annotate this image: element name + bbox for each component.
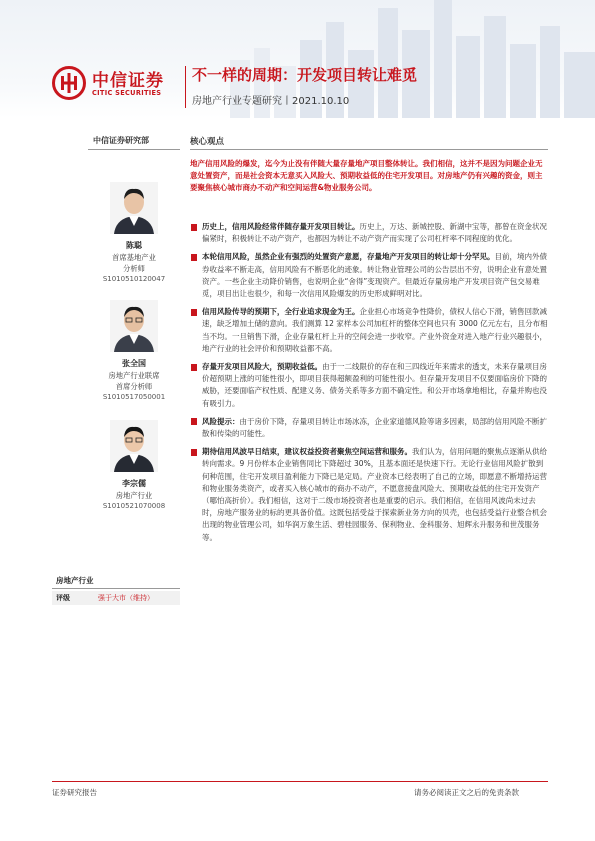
bullet-marker-icon	[191, 418, 197, 425]
bullet-heading: 存量开发项目风险大，预期收益低。	[202, 362, 322, 372]
bullet-marker-icon	[191, 254, 197, 261]
brand-name-cn: 中信证券	[92, 71, 164, 91]
footer-report-type: 证券研究报告	[52, 788, 97, 797]
bullet-body: 由于房价下降，存量项目转让市场冰冻，企业家道德风险等诸多因素，局部的信用风险不断扩散和传染的可能性。	[202, 416, 547, 439]
bullet-list	[190, 221, 548, 550]
header-banner	[0, 0, 595, 118]
report-subtitle: 房地产行业专题研究丨2021.10.10	[192, 96, 350, 107]
analyst-card	[88, 300, 180, 403]
rating-key: 评级	[56, 594, 70, 602]
bullet-heading: 风险提示：	[202, 416, 240, 426]
core-divider	[190, 149, 548, 150]
report-title: 不一样的周期：开发项目转让难觅	[192, 66, 418, 84]
citic-logo-icon	[52, 66, 86, 100]
brand-name-en: CITIC SECURITIES	[92, 89, 162, 97]
bullet-body: 我们认为，信用问题的聚焦点逐渐从供给转向需求。9 月份样本企业销售同比下降超过 30%，且基本面还是快速下行。无论行业信用风险扩散到何种范围，住宅开发项目盈利能力下降已是定局。产业资本已经表明了自己的立场，即愿意不断增持运营和物业服务类资产，或者买入核心城市的商办不动产，不愿意接盘风险大、预期收益低的住宅开发资产（哪怕高折价）。我们相信，这对于二级市场投资者也是重要的启示。我们相信，在信用风波尚未过去时，房地产服务业的标的更具备价值。这既包括受益于探索新业务方向的贝壳，也包括受益行业整合机会出现的物业管理公司，如华润万象生活、碧桂园服务、保利物业、金科服务、旭辉永升服务和世茂服务等。	[202, 447, 547, 542]
analyst-license-id: S1010521070008	[102, 502, 166, 510]
bullet-item	[190, 416, 548, 440]
left-divider	[88, 149, 180, 150]
bullet-item	[190, 306, 548, 355]
bullet-heading: 本轮信用风险，虽然企业有强烈的处置资产意愿，存量地产开发项目的转让却十分罕见。	[202, 252, 495, 262]
analyst-photo	[110, 420, 158, 472]
analyst-title: 首席基地产业	[112, 253, 156, 262]
header-divider	[185, 66, 186, 108]
analyst-name: 李宗儒	[122, 479, 146, 488]
bullet-item	[190, 446, 548, 544]
research-team-heading: 中信证券研究部	[93, 136, 149, 145]
rating-divider	[52, 588, 180, 589]
bullet-body: 企业担心市场竞争性降价，债权人信心下滑，销售回款减速，缺乏增加土储的意向。我们测算 12 家样本公司加杠杆的整体空间也只有 3000 亿元左右，且分布相当不均。一旦销售下滑，企业存量杠杆上升的空间会进一步收窄。产业外资金对进入地产行业兴趣很小，地产行业的社会评价和预期收益都不高。	[202, 307, 548, 353]
citic-securities-logo	[52, 64, 182, 104]
bullet-body: 历史上，万达、新城控股、新湖中宝等，都曾在资金状况偏紧时，积极转让不动产资产，也都因为转让不动产资产而实现了公司杠杆率不同程度的优化。	[202, 222, 547, 244]
core-views-heading: 核心观点	[190, 137, 225, 147]
analyst-title: 房地产行业联席	[108, 371, 160, 380]
analyst-name: 陈聪	[126, 241, 142, 250]
analyst-name: 张全国	[122, 359, 146, 368]
analyst-photo	[110, 182, 158, 234]
footer-disclaimer-note: 请务必阅读正文之后的免责条款	[414, 788, 519, 797]
bullet-marker-icon	[191, 309, 197, 316]
bullet-marker-icon	[191, 364, 197, 371]
rating-value: 强于大市（维持）	[98, 594, 154, 602]
bullet-item	[190, 361, 548, 410]
analyst-position: 首席分析师	[115, 382, 153, 391]
intro-paragraph: 地产信用风险的爆发，迄今为止没有伴随大量存量地产项目整体转让。我们相信，这并不是因为问题企业无意处置资产，而是社会资本无意买入风险大、预期收益低的住宅开发项目。对房地产仍有兴趣的资金，则主要聚焦核心城市商办不动产和空间运营&物业服务公司。	[190, 159, 543, 193]
analyst-position: 分析师	[123, 264, 145, 273]
bullet-item	[190, 251, 548, 300]
analyst-license-id: S1010517050001	[102, 393, 166, 401]
rating-sector-label: 房地产行业	[56, 576, 94, 585]
analyst-card	[88, 182, 180, 285]
bullet-heading: 信用风险传导的预期下，全行业追求现金为王。	[202, 307, 360, 317]
analyst-photo	[110, 300, 158, 352]
bullet-body: 由于一二线限价的存在和三四线近年来需求的透支，未来存量项目房价超预期上涨的可能性很小，即项目获得超额盈利的可能性很小。但存量开发项目不仅要面临房价下降的威胁，还要面临产权性质、配建义务、债务关系等多方面不确定性。和公开市场拿地相比，存量并购也没有吸引力。	[202, 362, 547, 408]
rating-box	[52, 575, 180, 605]
bullet-marker-icon	[191, 224, 197, 231]
analyst-card	[88, 420, 180, 512]
analyst-license-id: S1010510120047	[102, 275, 166, 283]
analyst-title: 房地产行业	[115, 491, 153, 500]
rating-row	[52, 591, 180, 605]
bullet-marker-icon	[191, 449, 197, 456]
bullet-heading: 历史上，信用风险经常伴随存量开发项目转让。	[202, 222, 360, 231]
bullet-item	[190, 221, 548, 245]
footer-divider	[52, 781, 548, 782]
bullet-heading: 期待信用风波早日结束，建议权益投资者聚焦空间运营和服务。	[202, 447, 412, 457]
bullet-body: 目前，境内外债券收益率不断走高，信用风险有不断恶化的迹象。转让物业管理公司的公告层出不穷，说明企业有意处置资产。一些企业主动降价销售，也说明企业“舍得”变现资产。但最近存量房地产开发项目资产包交易难觅，项目出让也很少，和每一次信用风险爆发的历史形成鲜明对比。	[202, 252, 547, 299]
